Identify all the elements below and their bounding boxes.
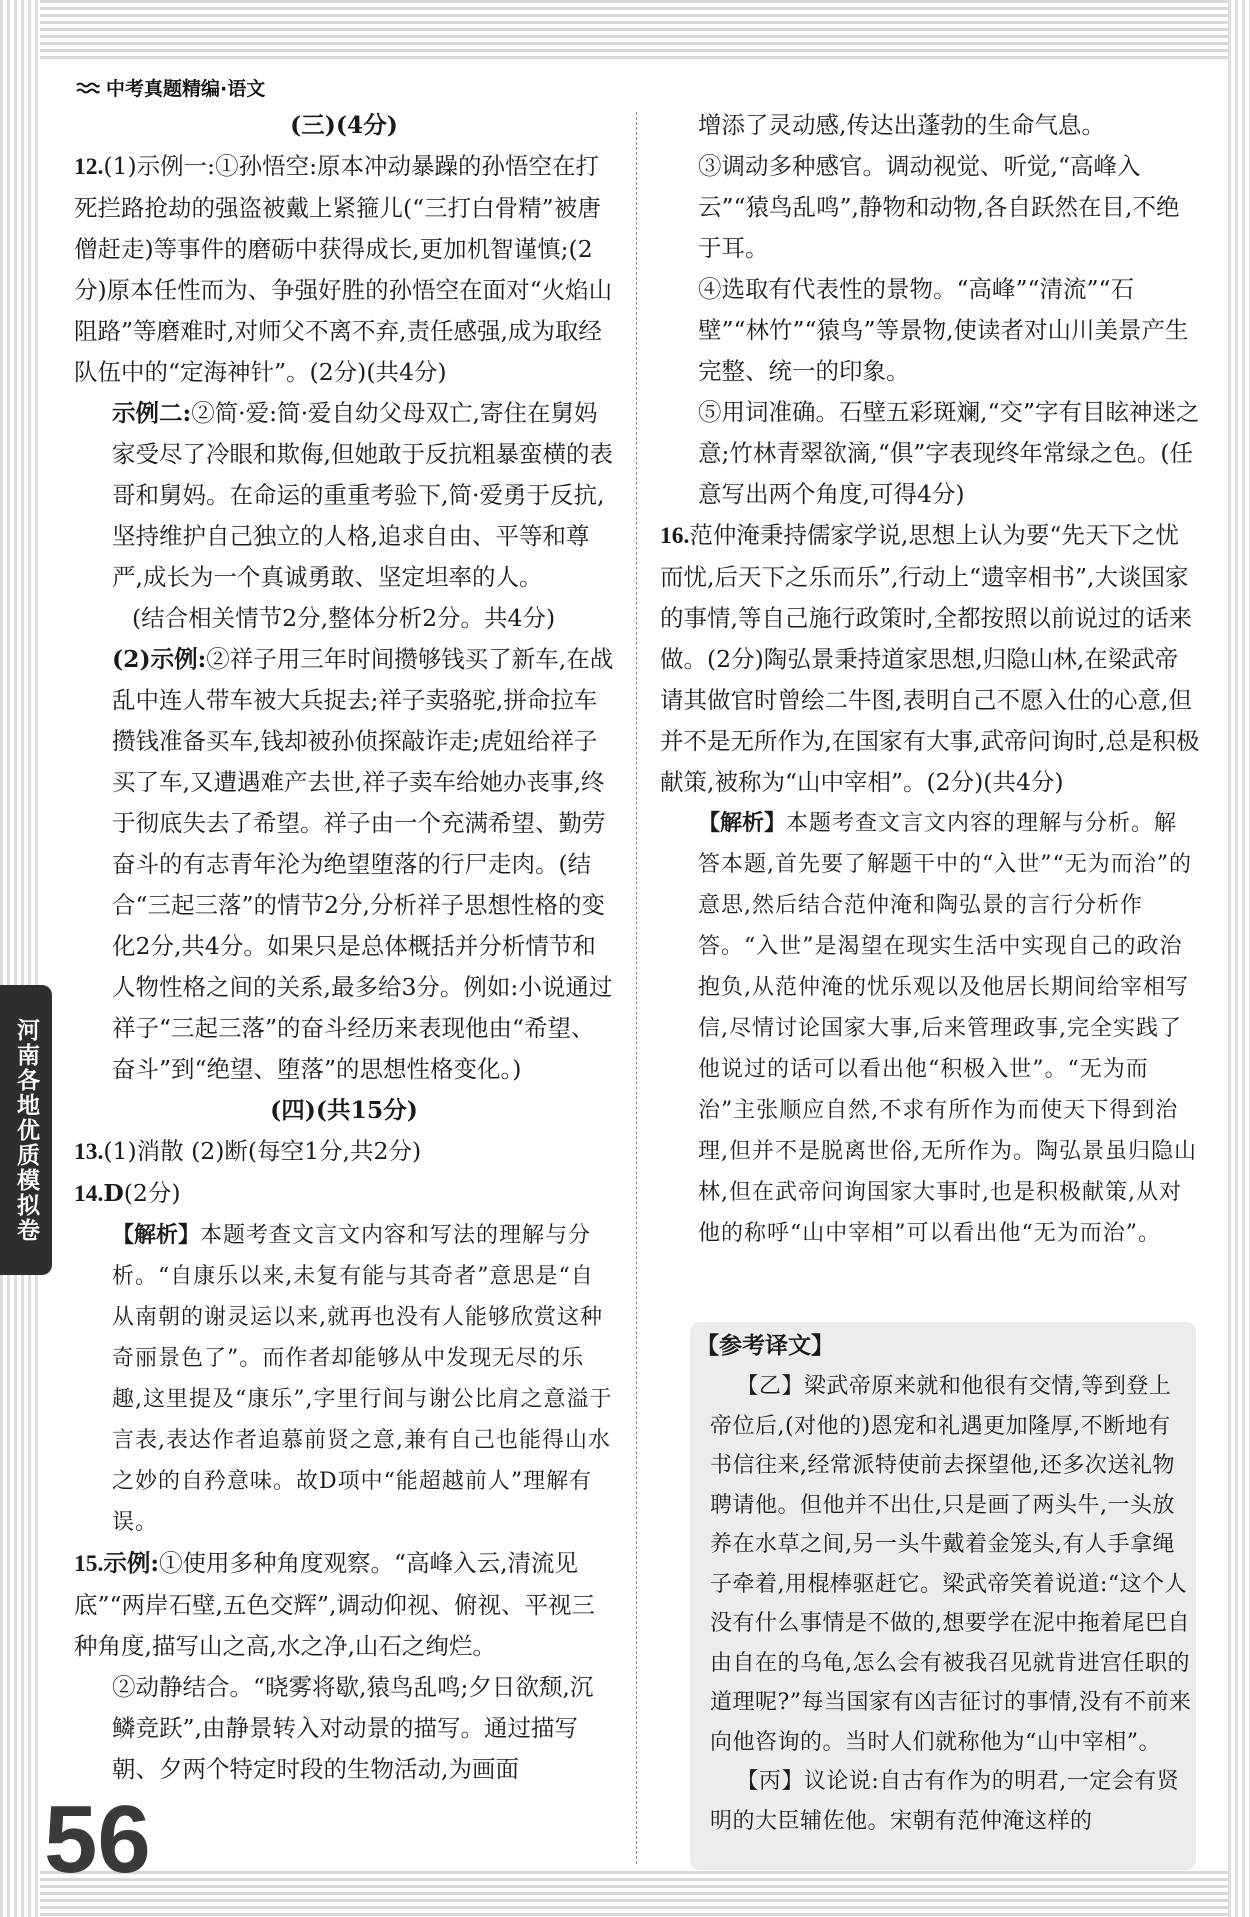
bold-prefix: 示例: xyxy=(103,1549,160,1577)
paragraph xyxy=(74,1090,614,1131)
paragraph xyxy=(74,393,614,598)
question-number: 14. xyxy=(74,1181,104,1207)
question-number: 13. xyxy=(74,1139,104,1165)
bold-prefix: D xyxy=(103,1179,124,1207)
paragraph xyxy=(74,598,614,639)
paragraph-text: (1)示例一:①孙悟空:原本冲动暴躁的孙悟空在打死拦路抢劫的强盗被戴上紧箍儿(“三打白骨精”被唐僧赶走)等事件的磨砺中获得成长,更加机智谨慎;(2分)原本任性而为、争强好胜的孙悟空在面对“火焰山阻路”等磨难时,对师父不离不弃,责任感强,成为取经队伍中的“定海神针”。(2分)(共4分) xyxy=(74,152,613,386)
paragraph xyxy=(74,146,614,393)
paragraph-text: ⑤用词准确。石壁五彩斑斓,“交”字有目眩神迷之意;竹林青翠欲滴,“俱”字表现终年常绿之色。(任意写出两个角度,可得4分) xyxy=(698,398,1200,508)
paragraph-text: (1)消散 (2)断(每空1分,共2分) xyxy=(103,1137,422,1165)
reference-paragraph: 【丙】议论说:自古有作为的明君,一定会有贤明的大臣辅佐他。宋朝有范仲淹这样的 xyxy=(710,1769,1180,1834)
reference-paragraph: 【乙】梁武帝原来就和他很有交情,等到登上帝位后,(对他的)恩宠和礼遇更加隆厚,不断地有书信往来,经常派特使前去探望他,还多次送礼物聘请他。但他并不出仕,只是画了两头牛,一头放养在水草之间,另一头牛戴着金笼头,有人手拿绳子牵着,用棍棒驱赶它。梁武帝笑着说道:“这个人没有什么事情是不做的,想要学在泥中拖着尾巴自由自在的乌龟,怎么会有被我召见就肯进宫任职的道理呢?”每当国家有凶吉征讨的事情,没有不前来向他咨询的。当时人们就称他为“山中宰相”。 xyxy=(710,1374,1192,1755)
question-number: 16. xyxy=(660,523,690,549)
side-tab-label: 河南各地优质模拟卷 xyxy=(13,1017,39,1243)
analysis-tag: 【解析】 xyxy=(112,1222,201,1248)
paragraph xyxy=(660,803,1200,1254)
page-number: 56 xyxy=(44,1786,151,1893)
paragraph xyxy=(660,269,1200,392)
paragraph xyxy=(74,105,614,146)
paragraph-text: 范仲淹秉持儒家学说,思想上认为要“先天下之忧而忧,后天下之乐而乐”,行动上“遗宰相书”,大谈国家的事情,等自己施行政策时,全都按照以前说过的话来做。(2分)陶弘景秉持道家思想,归隐山林,在梁武帝请其做官时曾绘二牛图,表明自己不愿入仕的心意,但并不是无所作为,在国家有大事,武帝问询时,总是积极献策,被称为“山中宰相”。(2分)(共4分) xyxy=(660,521,1200,796)
paragraph xyxy=(74,1667,614,1790)
paragraph xyxy=(74,1173,614,1215)
paragraph xyxy=(660,105,1200,146)
header-title: 中考真题精编·语文 xyxy=(106,78,266,100)
paragraph xyxy=(74,1215,614,1543)
decorative-wave-top xyxy=(0,0,1250,60)
paragraph-text: ③调动多种感官。调动视觉、听觉,“高峰入云”“猿鸟乱鸣”,静物和动物,各自跃然在目,不绝于耳。 xyxy=(698,152,1180,262)
paragraph-text: (2分) xyxy=(123,1179,181,1207)
reference-title: 【参考译文】 xyxy=(696,1332,834,1359)
paragraph xyxy=(660,392,1200,515)
running-header xyxy=(76,74,265,101)
decorative-wave-left xyxy=(0,0,40,1917)
analysis-tag: 【解析】 xyxy=(698,810,787,836)
left-column xyxy=(74,105,614,1790)
paragraph xyxy=(74,1131,614,1173)
paragraph xyxy=(74,639,614,1090)
paragraph-text: ②简·爱:简·爱自幼父母双亡,寄住在舅妈家受尽了冷眼和欺侮,但她敢于反抗粗暴蛮横的表哥和舅妈。在命运的重重考验下,简·爱勇于反抗,坚持维护自己独立的人格,追求自由、平等和尊严,成长为一个真诚勇敢、坚定坦率的人。 xyxy=(112,399,613,591)
paragraph-text: 本题考查文言文内容和写法的理解与分析。“自康乐以来,未复有能与其奇者”意思是“自从南朝的谢灵运以来,就再也没有人能够欣赏这种奇丽景色了”。而作者却能够从中发现无尽的乐趣,这里提及“康乐”,字里行间与谢公比肩之意溢于言表,表达作者追慕前贤之意,兼有自己也能得山水之妙的自矜意味。故D项中“能超越前人”理解有误。 xyxy=(112,1223,613,1535)
column-divider xyxy=(636,112,637,1864)
side-tab xyxy=(0,985,52,1275)
decorative-wave-bottom xyxy=(0,1871,1250,1917)
paragraph-text: (三)(4分) xyxy=(290,111,398,139)
reference-body xyxy=(710,1367,1192,1841)
paragraph-text: ①使用多种角度观察。“高峰入云,清流见底”“两岸石壁,五色交辉”,调动仰视、俯视、平视三种角度,描写山之高,水之净,山石之绚烂。 xyxy=(74,1549,595,1660)
waves-icon xyxy=(76,81,100,95)
bold-prefix: (2)示例: xyxy=(112,645,207,673)
question-number: 12. xyxy=(74,154,104,180)
paragraph xyxy=(74,1543,614,1667)
paragraph-text: ②动静结合。“晓雾将歇,猿鸟乱鸣;夕日欲颓,沉鳞竞跃”,由静景转入对动景的描写。通过描写朝、夕两个特定时段的生物活动,为画面 xyxy=(112,1673,594,1783)
paragraph-text: 本题考查文言文内容的理解与分析。解答本题,首先要了解题干中的“入世”“无为而治”的意思,然后结合范仲淹和陶弘景的言行分析作答。“入世”是渴望在现实生活中实现自己的政治抱负,从范仲淹的忧乐观以及他居长期间给宰相写信,尽情讨论国家大事,后来管理政事,完全实践了他说过的话可以看出他“积极入世”。“无为而治”主张顺应自然,不求有所作为而使天下得到治理,但并不是脱离世俗,无所作为。陶弘景虽归隐山林,但在武帝问询国家大事时,也是积极献策,从对他的称呼“山中宰相”可以看出他“无为而治”。 xyxy=(698,811,1197,1246)
paragraph-text: (结合相关情节2分,整体分析2分。共4分) xyxy=(132,604,556,632)
paragraph-text: 增添了灵动感,传达出蓬勃的生命气息。 xyxy=(698,111,1105,139)
right-column xyxy=(660,105,1200,1254)
paragraph xyxy=(660,146,1200,269)
paragraph-text: ④选取有代表性的景物。“高峰”“清流”“石壁”“林竹”“猿鸟”等景物,使读者对山川美景产生完整、统一的印象。 xyxy=(698,275,1189,385)
paragraph-text: ②祥子用三年时间攒够钱买了新车,在战乱中连人带车被大兵捉去;祥子卖骆驼,拼命拉车攒钱准备买车,钱却被孙侦探敲诈走;虎妞给祥子买了车,又遭遇难产去世,祥子卖车给她办丧事,终于彻底失去了希望。祥子由一个充满希望、勤劳奋斗的有志青年沦为绝望堕落的行尸走肉。(结合“三起三落”的情节2分,分析祥子思想性格的变化2分,共4分。如果只是总体概括并分析情节和人物性格之间的关系,最多给3分。例如:小说通过祥子“三起三落”的奋斗经历来表现他由“希望、奋斗”到“绝望、堕落”的思想性格变化。) xyxy=(112,645,614,1083)
bold-prefix: 示例二: xyxy=(112,399,192,427)
decorative-wave-right xyxy=(1228,0,1250,1917)
question-number: 15. xyxy=(74,1551,104,1577)
paragraph-text: (四)(共15分) xyxy=(270,1096,418,1124)
paragraph xyxy=(660,515,1200,803)
